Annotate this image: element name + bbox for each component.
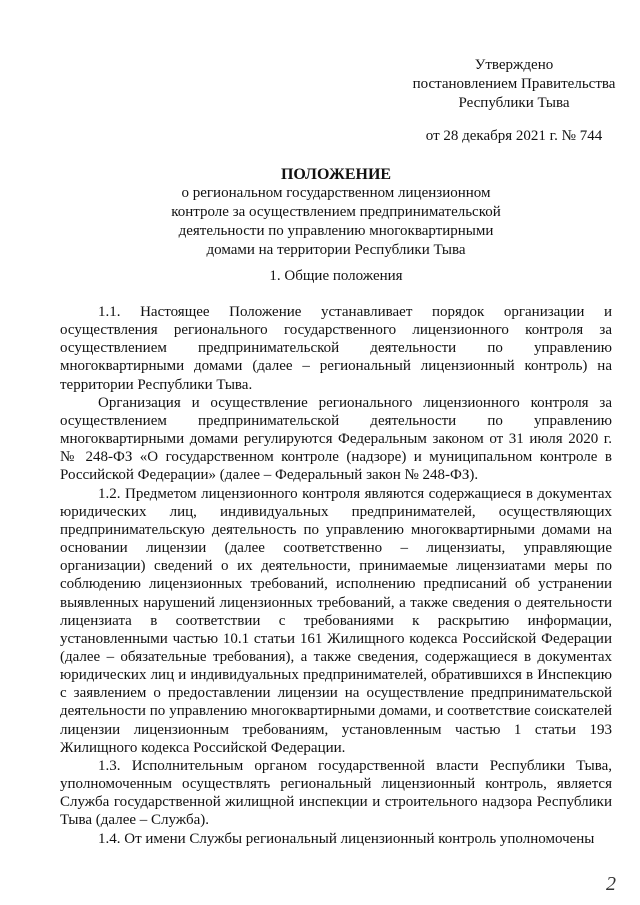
title-line-2: контроле за осуществлением предпринимательской xyxy=(171,204,501,220)
page-number: 2 xyxy=(606,873,616,895)
title-line-3: деятельности по управлению многоквартирными xyxy=(178,223,494,239)
paragraph-1-3: 1.3. Исполнительным органом государственной власти Республики Тыва, уполномоченным осуществлять региональный лицензионный контроль, является Служба государственной жилищной инспекции и строительного надзора Республики Тыва (далее – Служба). xyxy=(60,757,612,829)
document-title xyxy=(60,165,612,260)
approval-stamp xyxy=(404,56,624,146)
title-heading: ПОЛОЖЕНИЕ xyxy=(280,166,392,183)
approval-date: от 28 декабря 2021 г. № 744 xyxy=(425,128,603,144)
title-line-1: о региональном государственном лицензионном xyxy=(181,185,491,201)
document-body xyxy=(60,303,612,848)
paragraph-1-4: 1.4. От имени Службы региональный лицензионный контроль уполномочены xyxy=(98,830,595,847)
section-title: 1. Общие положения xyxy=(269,268,403,284)
paragraph-1-1-cont: Организация и осуществление регионального лицензионного контроля за осуществлением предпринимательской деятельности по управлению многоквартирными домами регулируются Федеральным законом от 31 июля 2020 г. № 248-ФЗ «О государственном контроле (надзоре) и муниципальном контроле в Российской Федерации» (далее – Федеральный закон № 248-ФЗ). xyxy=(60,394,612,484)
paragraph-1-1: 1.1. Настоящее Положение устанавливает порядок организации и осуществления регионального государственного лицензионного контроля за осуществлением предпринимательской деятельности по управлению многоквартирными домами (далее – региональный лицензионный контроль) на территории Республики Тыва. xyxy=(60,304,612,393)
approval-line-decree: постановлением Правительства xyxy=(412,76,616,92)
approval-line-approved: Утверждено xyxy=(474,57,554,73)
title-line-4: домами на территории Республики Тыва xyxy=(206,242,466,258)
paragraph-1-2: 1.2. Предметом лицензионного контроля являются содержащиеся в документах юридических лиц, индивидуальных предпринимателей, осуществляющих предпринимательскую деятельность по управлению многоквартирными домами на основании лицензии (далее соответственно – лицензиаты, управляющие организации) сведений о их деятельности, принимаемые лицензиатами меры по соблюдению лицензионных требований, исполнению предписаний об устранении выявленных нарушений лицензионных требований, а также сведения о деятельности лицензиата в соответствии с требованиями к раскрытию информации, установленными частью 10.1 статьи 161 Жилищного кодекса Российской Федерации (далее – обязательные требования), а также сведения, содержащиеся в документах юридических лиц и индивидуальных предпринимателей, обратившихся в Инспекцию с заявлением о предоставлении лицензии на осуществление предпринимательской деятельности по управлению многоквартирными домами, и соответствие соискателей лицензии лицензионным требованиям, установленным частью 1 статьи 193 Жилищного кодекса Российской Федерации. xyxy=(60,485,612,756)
approval-line-republic: Республики Тыва xyxy=(458,95,570,111)
